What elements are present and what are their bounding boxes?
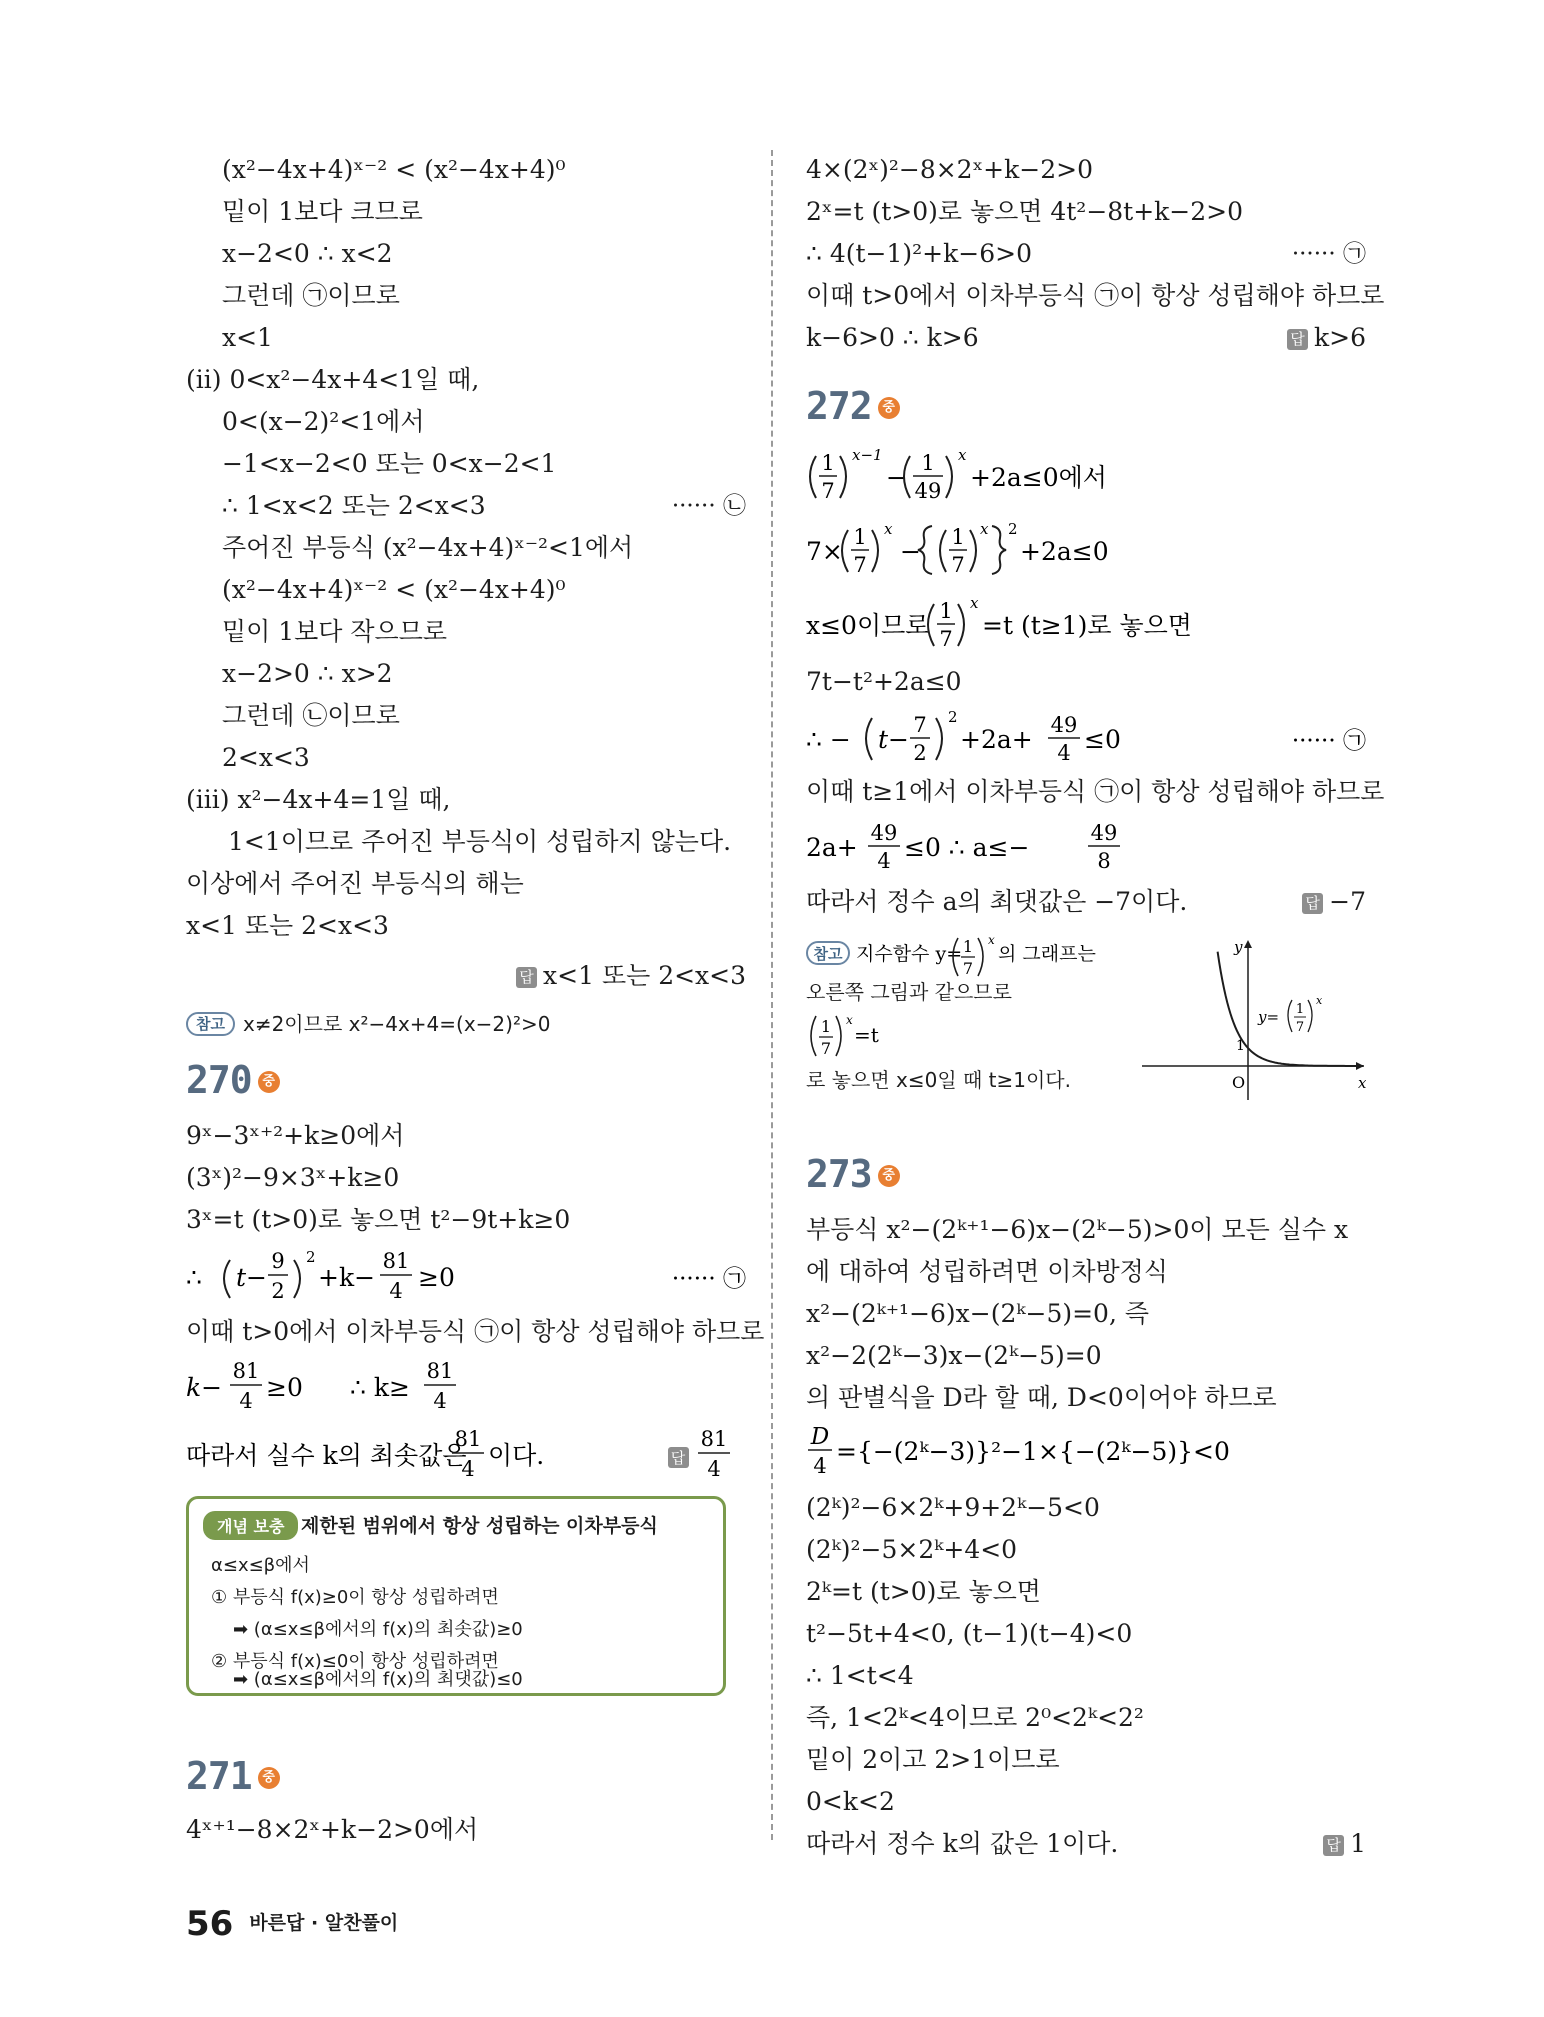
equation-mark: ······ ㉠ bbox=[1291, 728, 1366, 754]
concept-box bbox=[186, 1496, 726, 1696]
answer-badge: 답 bbox=[516, 967, 537, 988]
paren-left bbox=[1288, 1000, 1292, 1032]
paren-right bbox=[946, 456, 952, 498]
solution-line: 밑이 1보다 크므로 bbox=[222, 197, 423, 226]
page-footer bbox=[186, 1904, 398, 1944]
fraction-numerator: 1 bbox=[921, 451, 935, 475]
math-text: 이다. bbox=[488, 1441, 545, 1470]
answer-text: 1 bbox=[1350, 1829, 1366, 1858]
reference-text: =t bbox=[854, 1023, 879, 1047]
solution-line: 이때 t>0에서 이차부등식 ㉠이 항상 성립해야 하므로 bbox=[806, 281, 1385, 310]
fraction-denominator: 4 bbox=[461, 1457, 475, 1481]
axis-label-y: y bbox=[1234, 938, 1243, 956]
answer-text: k>6 bbox=[1313, 323, 1366, 352]
concept-line: ➡ (α≤x≤β에서의 f(x)의 최솟값)≥0 bbox=[233, 1619, 523, 1640]
solution-line: 2<x<3 bbox=[222, 743, 310, 772]
fraction-numerator: 1 bbox=[853, 525, 867, 549]
reference-note bbox=[186, 1010, 550, 1038]
math-text: t− bbox=[878, 725, 909, 754]
problem-number-272 bbox=[806, 384, 900, 428]
solution-line: (2ᵏ)²−5×2ᵏ+4<0 bbox=[806, 1535, 1018, 1564]
solution-text: k−6>0 ∴ k>6 bbox=[806, 323, 979, 352]
solution-line: 의 판별식을 D라 할 때, D<0이어야 하므로 bbox=[806, 1383, 1277, 1412]
exponent: x bbox=[958, 446, 967, 464]
axis-label-x: x bbox=[1358, 1074, 1366, 1092]
reference-tag: 참고 bbox=[813, 945, 843, 963]
answer-text: x<1 또는 2<x<3 bbox=[543, 961, 746, 990]
fraction-denominator: 7 bbox=[820, 1039, 832, 1058]
solution-line: 부등식 x²−(2ᵏ⁺¹−6)x−(2ᵏ−5)>0이 모든 실수 x bbox=[806, 1215, 1349, 1244]
exponent: x bbox=[988, 933, 995, 947]
math-text: 7× bbox=[806, 537, 843, 566]
solution-line: 9ˣ−3ˣ⁺²+k≥0에서 bbox=[186, 1121, 405, 1150]
origin-label: O bbox=[1232, 1073, 1246, 1092]
math-text: 따라서 실수 k의 최솟값은 bbox=[186, 1441, 467, 1470]
solution-line: 즉, 1<2ᵏ<4이므로 2⁰<2ᵏ<2² bbox=[806, 1703, 1144, 1732]
solution-line: 그런데 ㉡이므로 bbox=[222, 701, 400, 730]
fraction-denominator: 4 bbox=[813, 1454, 827, 1478]
exponential-graph bbox=[1142, 938, 1366, 1102]
paren-right bbox=[840, 456, 846, 498]
solution-line: x−2>0 ∴ x>2 bbox=[222, 659, 393, 688]
reference-text: 의 그래프는 bbox=[998, 943, 1096, 965]
solution-line: 에 대하여 성립하려면 이차방정식 bbox=[806, 1257, 1168, 1286]
difficulty-badge: 중 bbox=[258, 1767, 280, 1789]
solution-line: x²−2(2ᵏ−3)x−(2ᵏ−5)=0 bbox=[806, 1341, 1102, 1370]
reference-272-line3 bbox=[806, 1010, 1006, 1062]
paren-right bbox=[958, 604, 964, 646]
solution-line: 밑이 1보다 작으므로 bbox=[222, 617, 447, 646]
fraction-numerator: 81 bbox=[454, 1427, 482, 1451]
equation-mark: ······ ㉠ bbox=[1291, 241, 1366, 267]
reference-text: 지수함수 y= bbox=[856, 943, 963, 965]
math-text: k− bbox=[186, 1373, 223, 1402]
reference-272-line1 bbox=[806, 928, 1136, 984]
math-text: ≤0 bbox=[1084, 725, 1121, 754]
solution-line: 7t−t²+2a≤0 bbox=[806, 667, 962, 696]
concept-line: α≤x≤β에서 bbox=[211, 1555, 310, 1576]
solution-line: (3ˣ)²−9×3ˣ+k≥0 bbox=[186, 1163, 400, 1192]
math-text: ≤0 ∴ a≤− bbox=[904, 833, 1030, 862]
fraction-numerator: D bbox=[810, 1424, 830, 1450]
answer-numerator: 81 bbox=[700, 1427, 728, 1451]
fraction-numerator: 49 bbox=[1090, 821, 1118, 845]
equation-mark: ······ ㉠ bbox=[671, 1266, 746, 1292]
solution-text: ∴ 4(t−1)²+k−6>0 bbox=[806, 239, 1032, 268]
reference-272-line2: 오른쪽 그림과 같으므로 bbox=[806, 980, 1012, 1004]
math-text: x≤0이므로 bbox=[806, 611, 930, 640]
fraction-denominator: 7 bbox=[853, 553, 867, 577]
answer-badge: 답 bbox=[670, 1449, 686, 1467]
fraction-numerator: 81 bbox=[382, 1249, 410, 1273]
math-text: ∴ k≥ bbox=[350, 1373, 410, 1402]
paren-right bbox=[872, 530, 878, 572]
paren-left bbox=[842, 530, 848, 572]
solution-line bbox=[806, 238, 1366, 270]
concept-line: ➡ (α≤x≤β에서의 f(x)의 최댓값)≤0 bbox=[233, 1669, 523, 1690]
answer bbox=[1287, 322, 1366, 354]
solution-line: 2ˣ=t (t>0)로 놓으면 4t²−8t+k−2>0 bbox=[806, 197, 1244, 226]
math-text: ≥0 bbox=[418, 1263, 455, 1292]
problem-number-271 bbox=[186, 1754, 280, 1798]
fraction-numerator: 1 bbox=[962, 937, 974, 956]
answer bbox=[1323, 1828, 1366, 1860]
exponent: x bbox=[970, 594, 979, 612]
problem-number-270 bbox=[186, 1058, 280, 1102]
reference-text: x≠2이므로 x²−4x+4=(x−2)²>0 bbox=[242, 1012, 551, 1036]
answer bbox=[516, 960, 746, 992]
problem-number-text: 272 bbox=[806, 384, 872, 428]
paren-left bbox=[866, 718, 872, 760]
problem-number-text: 271 bbox=[186, 1754, 252, 1798]
solution-line: 2ᵏ=t (t>0)로 놓으면 bbox=[806, 1577, 1041, 1606]
brace-right bbox=[992, 526, 1006, 574]
answer-denominator: 4 bbox=[707, 1457, 721, 1481]
math-text: +2a≤0 bbox=[1020, 537, 1109, 566]
paren-right bbox=[970, 530, 976, 572]
concept-line: ① 부등식 f(x)≥0이 항상 성립하려면 bbox=[211, 1587, 499, 1608]
fraction-numerator: 49 bbox=[870, 821, 898, 845]
paren-left bbox=[810, 456, 816, 498]
math-text: − bbox=[900, 537, 921, 566]
solution-line bbox=[806, 1828, 1366, 1860]
fraction-denominator: 7 bbox=[962, 959, 974, 978]
exponent: x bbox=[884, 520, 893, 538]
solution-line: (ⅲ) x²−4x+4=1일 때, bbox=[186, 785, 451, 814]
difficulty-badge: 중 bbox=[878, 1165, 900, 1187]
paren-right bbox=[836, 1016, 841, 1056]
paren-left bbox=[811, 1016, 816, 1056]
solution-line: 이상에서 주어진 부등식의 해는 bbox=[186, 869, 524, 898]
difficulty-badge: 중 bbox=[878, 397, 900, 419]
brace-left bbox=[918, 526, 932, 574]
book-title: 바른답 · 알찬풀이 bbox=[249, 1912, 399, 1934]
math-text: +k− bbox=[318, 1263, 376, 1292]
fraction-numerator: 7 bbox=[913, 713, 927, 737]
fraction-denominator: 4 bbox=[1057, 741, 1071, 765]
y-axis-arrow bbox=[1244, 940, 1252, 948]
answer-text: −7 bbox=[1329, 887, 1366, 916]
solution-line: ∴ 1<t<4 bbox=[806, 1661, 914, 1690]
fraction-numerator: 81 bbox=[426, 1359, 454, 1383]
fraction-denominator: 7 bbox=[939, 627, 953, 651]
math-text: − bbox=[886, 463, 907, 492]
exponent: x bbox=[980, 520, 989, 538]
paren-right bbox=[294, 1260, 300, 1298]
page-number: 56 bbox=[186, 1904, 234, 1944]
solution-line: x²−(2ᵏ⁺¹−6)x−(2ᵏ−5)=0, 즉 bbox=[806, 1299, 1149, 1328]
fraction-numerator: 1 bbox=[1295, 1002, 1305, 1017]
fraction-denominator: 8 bbox=[1097, 849, 1111, 873]
problem-number-text: 270 bbox=[186, 1058, 252, 1102]
fraction-numerator: 1 bbox=[820, 1017, 832, 1036]
solution-text: ∴ 1<x<2 또는 2<x<3 bbox=[222, 491, 486, 520]
solution-line: 0<(x−2)²<1에서 bbox=[222, 407, 425, 436]
exponent: x bbox=[1316, 994, 1323, 1007]
paren-right bbox=[978, 938, 983, 976]
reference-272-line4: 로 놓으면 x≤0일 때 t≥1이다. bbox=[806, 1068, 1071, 1092]
paren-right bbox=[1308, 1000, 1312, 1032]
concept-title: 제한된 범위에서 항상 성립하는 이차부등식 bbox=[301, 1515, 658, 1537]
solution-text: 따라서 정수 a의 최댓값은 −7이다. bbox=[806, 887, 1188, 916]
solution-line: (2ᵏ)²−6×2ᵏ+9+2ᵏ−5<0 bbox=[806, 1493, 1100, 1522]
solution-line: (x²−4x+4)ˣ⁻² < (x²−4x+4)⁰ bbox=[222, 155, 566, 184]
solution-line bbox=[186, 490, 746, 522]
solution-line: x−2<0 ∴ x<2 bbox=[222, 239, 393, 268]
fraction-denominator: 2 bbox=[913, 741, 927, 765]
minimum-line-270 bbox=[186, 1420, 746, 1486]
exponent: 2 bbox=[948, 708, 958, 726]
paren-left bbox=[940, 530, 946, 572]
math-text: ={−(2ᵏ−3)}²−1×{−(2ᵏ−5)}<0 bbox=[836, 1437, 1230, 1466]
fraction-numerator: 1 bbox=[939, 599, 953, 623]
math-text: =t (t≥1)로 놓으면 bbox=[982, 611, 1192, 640]
solution-line: 밑이 2이고 2>1이므로 bbox=[806, 1745, 1060, 1774]
exponent: x−1 bbox=[852, 446, 883, 464]
math-text: t− bbox=[236, 1263, 267, 1292]
equation-272-3 bbox=[806, 588, 1366, 656]
answer-badge: 답 bbox=[1323, 1835, 1344, 1856]
fraction-denominator: 7 bbox=[821, 479, 835, 503]
answer bbox=[1302, 886, 1366, 918]
solution-line: 3ˣ=t (t>0)로 놓으면 t²−9t+k≥0 bbox=[186, 1205, 571, 1234]
paren-left bbox=[224, 1260, 230, 1298]
problem-number-273 bbox=[806, 1152, 900, 1196]
column-divider bbox=[771, 150, 773, 1840]
solution-line: 주어진 부등식 (x²−4x+4)ˣ⁻²<1에서 bbox=[222, 533, 634, 562]
answer-badge: 답 bbox=[1302, 893, 1323, 914]
inequality-270 bbox=[186, 1242, 746, 1308]
fraction-numerator: 81 bbox=[232, 1359, 260, 1383]
fraction-denominator: 7 bbox=[951, 553, 965, 577]
solution-text: 따라서 정수 k의 값은 1이다. bbox=[806, 1829, 1119, 1858]
solution-line: (ⅱ) 0<x²−4x+4<1일 때, bbox=[186, 365, 480, 394]
solution-line bbox=[806, 322, 1366, 354]
solution-line: (x²−4x+4)ˣ⁻² < (x²−4x+4)⁰ bbox=[222, 575, 566, 604]
concept-line: ② 부등식 f(x)≤0이 항상 성립하려면 bbox=[211, 1651, 499, 1672]
solution-line: 1<1이므로 주어진 부등식이 성립하지 않는다. bbox=[228, 827, 732, 856]
paren-right bbox=[936, 718, 942, 760]
math-text: +2a≤0에서 bbox=[970, 463, 1107, 492]
math-text: ≥0 bbox=[266, 1373, 303, 1402]
concept-tag: 개념 보충 bbox=[203, 1511, 298, 1540]
fraction-denominator: 2 bbox=[271, 1279, 285, 1303]
solution-line: 4ˣ⁺¹−8×2ˣ+k−2>0에서 bbox=[186, 1815, 479, 1844]
solution-line: 이때 t>0에서 이차부등식 ㉠이 항상 성립해야 하므로 bbox=[186, 1317, 765, 1346]
fraction-denominator: 4 bbox=[239, 1389, 253, 1413]
equation-mark: ······ ㉡ bbox=[671, 493, 746, 519]
solution-line: 이때 t≥1에서 이차부등식 ㉠이 항상 성립해야 하므로 bbox=[806, 777, 1385, 806]
y-intercept-label: 1 bbox=[1236, 1038, 1245, 1054]
math-text: 2a+ bbox=[806, 833, 858, 862]
equation-272-1 bbox=[806, 440, 1366, 508]
fraction-denominator: 7 bbox=[1295, 1020, 1305, 1035]
k-condition-270 bbox=[186, 1352, 746, 1418]
exponent: 2 bbox=[1008, 520, 1018, 538]
fraction-numerator: 1 bbox=[951, 525, 965, 549]
math-text: ∴ bbox=[186, 1263, 202, 1292]
fraction-denominator: 4 bbox=[877, 849, 891, 873]
solution-line: 4×(2ˣ)²−8×2ˣ+k−2>0 bbox=[806, 155, 1093, 184]
math-text: ∴ − bbox=[806, 725, 851, 754]
fraction-denominator: 4 bbox=[389, 1279, 403, 1303]
exponent: 2 bbox=[306, 1248, 316, 1266]
fraction-denominator: 4 bbox=[433, 1389, 447, 1413]
equation-272-5 bbox=[806, 702, 1366, 770]
equation-272-2 bbox=[806, 514, 1366, 582]
exponent: x bbox=[846, 1013, 853, 1027]
answer-badge: 답 bbox=[1287, 329, 1308, 350]
solution-line bbox=[806, 886, 1366, 918]
difficulty-badge: 중 bbox=[258, 1071, 280, 1093]
solution-line: t²−5t+4<0, (t−1)(t−4)<0 bbox=[806, 1619, 1133, 1648]
fraction-numerator: 1 bbox=[821, 451, 835, 475]
equation-272-7 bbox=[806, 810, 1366, 878]
curve-label: y= bbox=[1258, 1008, 1280, 1026]
solution-line: −1<x−2<0 또는 0<x−2<1 bbox=[222, 449, 557, 478]
fraction-numerator: 9 bbox=[271, 1249, 285, 1273]
solution-line: 0<k<2 bbox=[806, 1787, 895, 1816]
fraction-numerator: 49 bbox=[1050, 713, 1078, 737]
fraction-denominator: 49 bbox=[914, 479, 942, 503]
discriminant-273 bbox=[806, 1416, 1366, 1482]
solution-line: 그런데 ㉠이므로 bbox=[222, 281, 400, 310]
problem-number-text: 273 bbox=[806, 1152, 872, 1196]
reference-tag: 참고 bbox=[186, 1012, 235, 1036]
solution-line: x<1 또는 2<x<3 bbox=[186, 911, 389, 940]
solution-line: x<1 bbox=[222, 323, 273, 352]
math-text: +2a+ bbox=[960, 725, 1033, 754]
